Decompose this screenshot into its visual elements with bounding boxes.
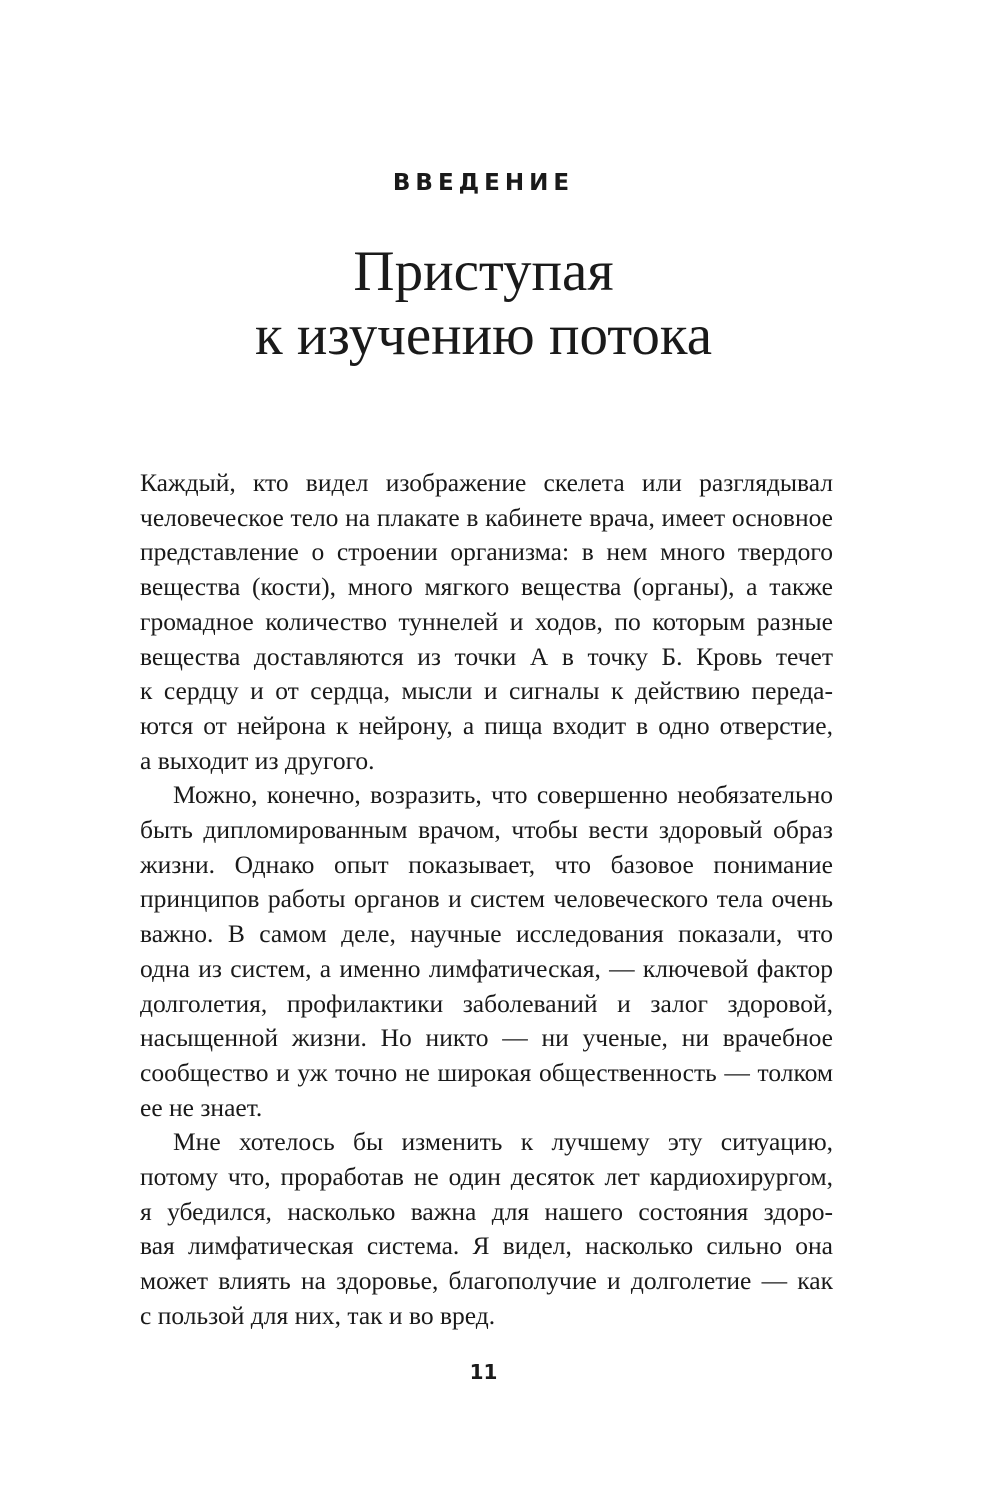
paragraph <box>140 466 833 778</box>
text-line: сообщество и уж точно не широкая общественность — толком <box>140 1057 833 1087</box>
text-line: Можно, конечно, возразить, что совершенно необязательно <box>173 780 833 810</box>
body-text <box>140 466 833 1334</box>
text-line: я убедился, насколько важна для нашего состояния здоро- <box>140 1196 833 1226</box>
chapter-title <box>0 240 967 368</box>
text-line: ее не знает. <box>140 1092 263 1122</box>
chapter-title-line: к изучению потока <box>254 304 713 367</box>
text-line: может влиять на здоровье, благополучие и долголетие — как <box>140 1266 833 1296</box>
text-line: быть дипломированным врачом, чтобы вести здоровый образ <box>140 815 833 845</box>
paragraph <box>140 1125 833 1333</box>
text-line: важно. В самом деле, научные исследования показали, что <box>140 919 833 949</box>
text-line: потому что, проработав не один десяток лет кардиохирургом, <box>140 1162 833 1192</box>
text-line: Каждый, кто видел изображение скелета или разглядывал <box>140 468 833 497</box>
text-line: насыщенной жизни. Но никто — ни ученые, ни врачебное <box>140 1023 833 1053</box>
text-line: вещества доставляются из точки А в точку Б. Кровь течет <box>140 641 833 671</box>
text-line: жизни. Однако опыт показывает, что базовое понимание <box>140 849 833 879</box>
text-line: ются от нейрона к нейрону, а пища входит в одно отверстие, <box>140 710 833 740</box>
text-line: принципов работы органов и систем человеческого тела очень <box>140 884 833 914</box>
text-line: вещества (кости), много мягкого вещества (органы), а также <box>140 572 833 602</box>
text-line: долголетия, профилактики заболеваний и залог здоровой, <box>140 988 833 1018</box>
text-line: с пользой для них, так и во вред. <box>140 1300 496 1330</box>
page-number: 11 <box>469 1360 498 1384</box>
chapter-label: ВВЕДЕНИЕ <box>392 170 575 196</box>
text-line: представление о строении организма: в нем много твердого <box>140 537 833 567</box>
text-line: а выходит из другого. <box>140 745 375 775</box>
text-line: человеческое тело на плакате в кабинете врача, имеет основное <box>140 502 833 532</box>
chapter-title-line: Приступая <box>353 240 614 303</box>
text-line: к сердцу и от сердца, мысли и сигналы к действию переда- <box>140 676 833 706</box>
text-line: Мне хотелось бы изменить к лучшему эту ситуацию, <box>173 1127 833 1157</box>
text-line: громадное количество туннелей и ходов, по которым разные <box>140 606 833 636</box>
text-line: вая лимфатическая система. Я видел, насколько сильно она <box>140 1231 833 1261</box>
paragraph <box>140 778 833 1125</box>
text-line: одна из систем, а именно лимфатическая, — ключевой фактор <box>140 953 833 983</box>
